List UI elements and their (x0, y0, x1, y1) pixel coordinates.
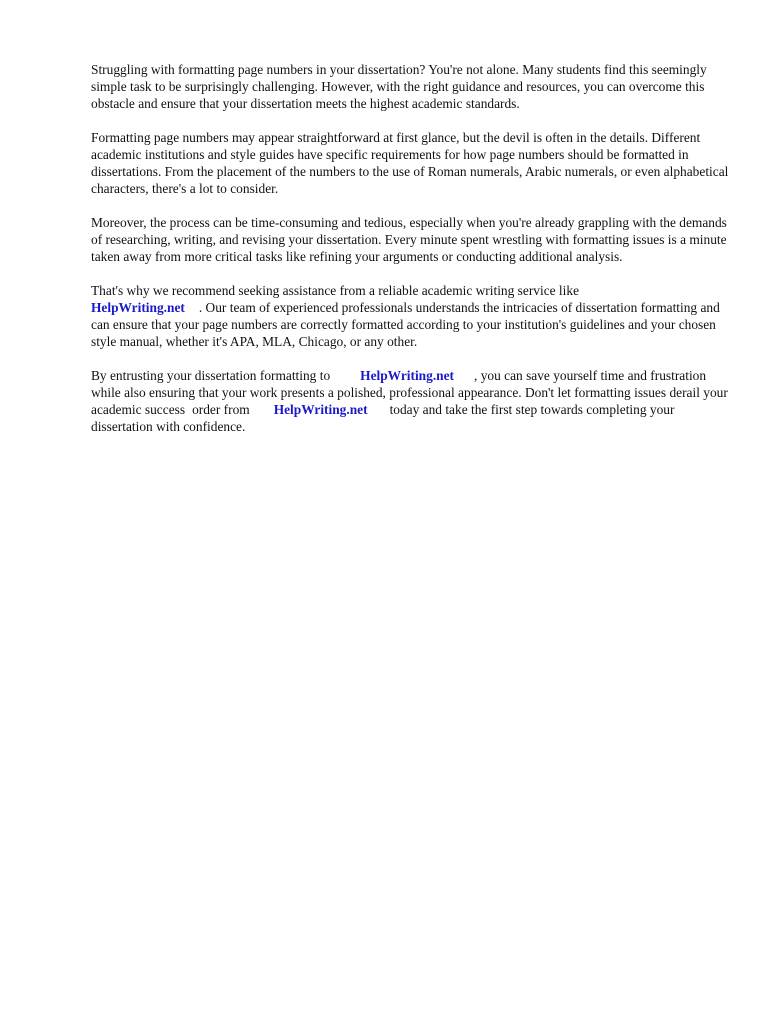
conclusion-text-3: order from (192, 402, 250, 417)
paragraph-time-consuming: Moreover, the process can be time-consuming and tedious, especially when you're already grappling with the demands of researching, writing, and revising your dissertation. Every minute spent wrestling with formatting issues is a minute taken away from more critical tasks like refining your arguments or conducting additional analysis. (91, 215, 727, 264)
paragraph-recommendation (91, 282, 731, 350)
document-body (91, 61, 731, 452)
conclusion-text-2: , you can save yourself time and frustration while also ensuring that your work presents a polished, professional appearance. Don't let formatting issues derail your academic success (91, 368, 728, 417)
helpwriting-link-2[interactable]: HelpWriting.net (360, 368, 455, 383)
conclusion-text-4: today and take the first step towards completing your dissertation with confidence. (91, 402, 675, 434)
paragraph-formatting-details: Formatting page numbers may appear straightforward at first glance, but the devil is often in the details. Different academic institutions and style guides have specific requirements for how page numbers should be formatted in dissertations. From the placement of the numbers to the use of Roman numerals, Arabic numerals, or even alphabetical characters, there's a lot to consider. (91, 130, 729, 196)
helpwriting-link-1[interactable]: HelpWriting.net (91, 300, 185, 315)
paragraph-conclusion (91, 367, 731, 435)
recommendation-text-after: . Our team of experienced professionals understands the intricacies of dissertation formatting and can ensure that your page numbers are correctly formatted according to your institution's guidelines and your chosen style manual, whether it's APA, MLA, Chicago, or any other. (91, 300, 720, 349)
recommendation-text-before: That's why we recommend seeking assistance from a reliable academic writing service like (91, 283, 580, 298)
paragraph-intro: Struggling with formatting page numbers in your dissertation? You're not alone. Many students find this seemingly simple task to be surprisingly challenging. However, with the right guidance and resources, you can overcome this obstacle and ensure that your dissertation meets the highest academic standards. (91, 62, 707, 111)
helpwriting-link-3[interactable]: HelpWriting.net (273, 402, 368, 417)
conclusion-text-1: By entrusting your dissertation formatting to (91, 368, 331, 383)
